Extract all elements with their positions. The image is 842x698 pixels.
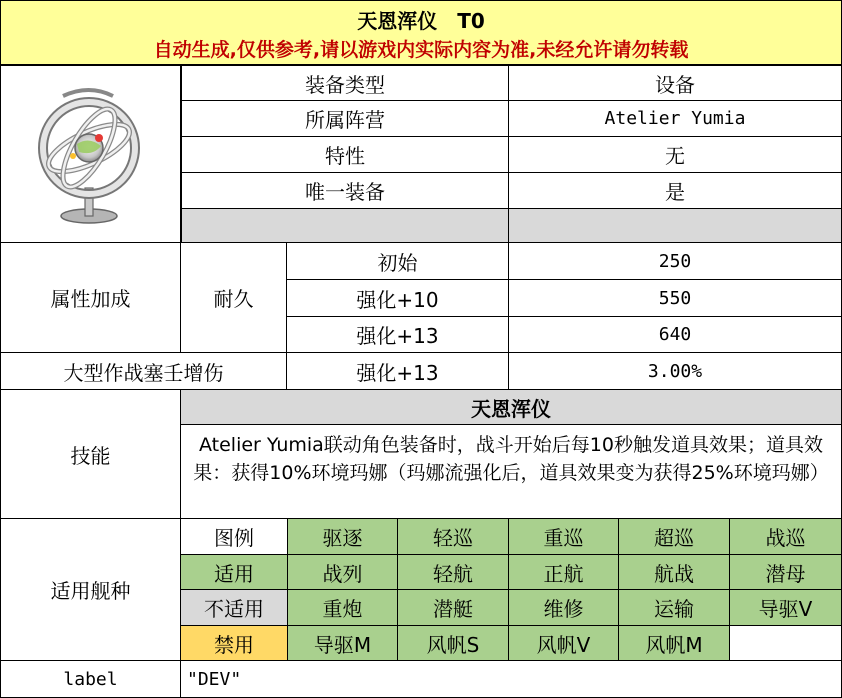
- skill-name: 天恩浑仪: [180, 389, 842, 425]
- empty-gray-cell: [181, 208, 509, 243]
- armillary-sphere-icon: [1, 66, 180, 242]
- stat-value: 550: [508, 279, 842, 317]
- stat-value: 640: [508, 316, 842, 353]
- equip-type-value: 设备: [508, 65, 842, 101]
- boss-damage-label: 大型作战塞壬增伤: [0, 352, 287, 390]
- footer-key: label: [0, 660, 181, 698]
- ship-type-cell: 战列: [287, 554, 398, 590]
- ship-type-cell: 运输: [618, 589, 730, 626]
- ship-type-cell: 驱逐: [287, 518, 398, 555]
- stat-value: 250: [508, 242, 842, 280]
- trait-value: 无: [508, 136, 842, 173]
- ship-type-cell: 超巡: [618, 518, 730, 555]
- equipment-image: [0, 65, 181, 243]
- faction-value: Atelier Yumia: [508, 100, 842, 137]
- ship-type-cell: 导驱M: [287, 625, 398, 661]
- skill-section-label: 技能: [0, 389, 181, 519]
- page-title: 天恩浑仪 T0: [357, 9, 485, 33]
- ship-type-cell: 重巡: [508, 518, 619, 555]
- ships-section-label: 适用舰种: [0, 518, 181, 661]
- stat-name: 耐久: [180, 242, 287, 353]
- empty-gray-cell: [508, 208, 842, 243]
- footer-value: "DEV": [180, 660, 842, 698]
- legend-unsuitable: 不适用: [180, 589, 288, 626]
- ship-type-cell: 战巡: [729, 518, 842, 555]
- legend-suitable: 适用: [180, 554, 288, 590]
- faction-label: 所属阵营: [181, 100, 509, 137]
- ship-type-cell: 航战: [618, 554, 730, 590]
- boss-damage-level: 强化+13: [286, 352, 509, 390]
- ship-type-cell: 轻巡: [397, 518, 509, 555]
- stat-level: 强化+10: [286, 279, 509, 317]
- ship-type-cell: 维修: [508, 589, 619, 626]
- ship-type-cell: 正航: [508, 554, 619, 590]
- skill-description: Atelier Yumia联动角色装备时，战斗开始后每10秒触发道具效果；道具效果：获得10%环境玛娜（玛娜流强化后，道具效果变为获得25%环境玛娜）: [180, 424, 842, 519]
- ship-type-cell: 风帆V: [508, 625, 619, 661]
- ship-type-cell: 风帆S: [397, 625, 509, 661]
- ship-type-cell: 轻航: [397, 554, 509, 590]
- ship-type-cell: 潜艇: [397, 589, 509, 626]
- unique-value: 是: [508, 172, 842, 209]
- ship-type-cell: 导驱V: [729, 589, 842, 626]
- legend-banned: 禁用: [180, 625, 288, 661]
- unique-label: 唯一装备: [181, 172, 509, 209]
- boss-damage-value: 3.00%: [508, 352, 842, 390]
- ship-type-cell-empty: [729, 625, 842, 661]
- trait-label: 特性: [181, 136, 509, 173]
- legend-header: 图例: [180, 518, 288, 555]
- title-banner: [0, 0, 842, 65]
- ship-type-cell: 风帆M: [618, 625, 730, 661]
- equip-type-label: 装备类型: [181, 65, 509, 101]
- ship-type-cell: 重炮: [287, 589, 398, 626]
- stats-section-label: 属性加成: [0, 242, 181, 353]
- notice-text: 自动生成,仅供参考,请以游戏内实际内容为准,未经允许请勿转载: [153, 39, 689, 61]
- ship-type-cell: 潜母: [729, 554, 842, 590]
- stat-level: 初始: [286, 242, 509, 280]
- stat-level: 强化+13: [286, 316, 509, 353]
